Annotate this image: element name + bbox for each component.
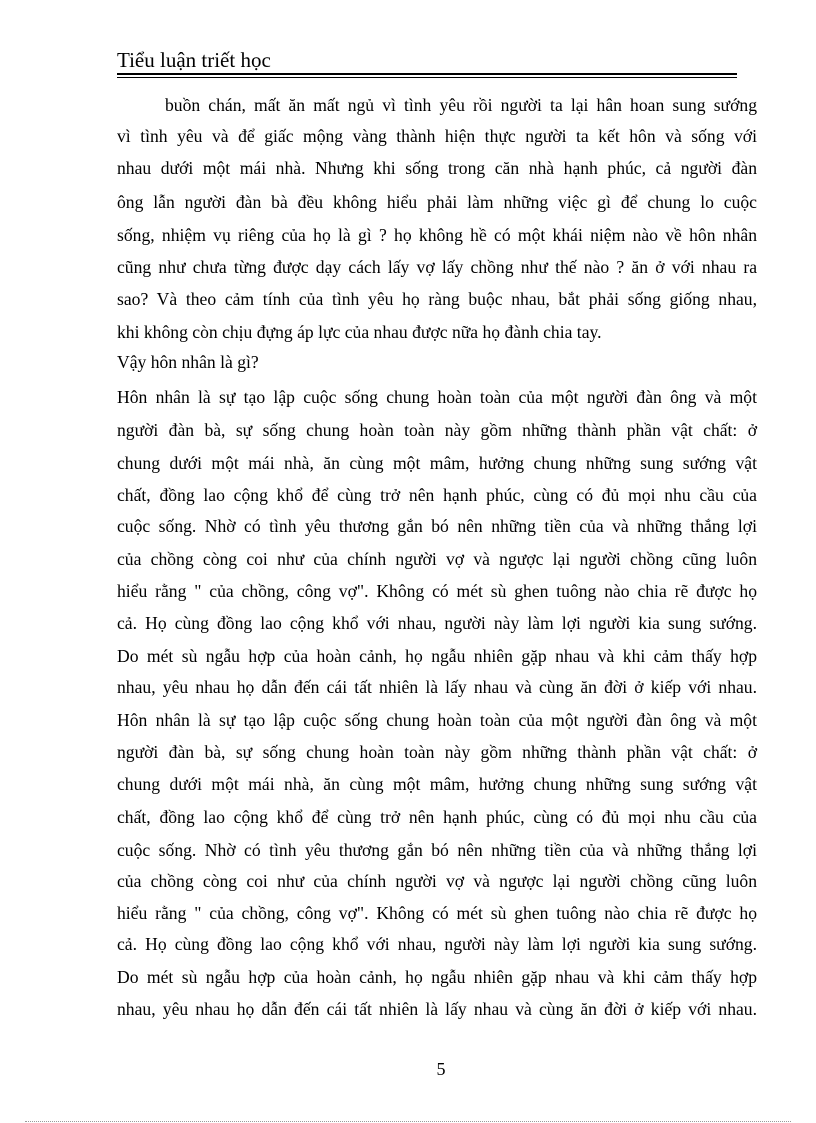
section-question: Vậy hôn nhân là gì?: [117, 352, 259, 372]
body-line: Hôn nhân là sự tạo lập cuộc sống chung hoàn toàn của một người đàn ông và một: [117, 710, 757, 730]
body-line: cuộc sống. Nhờ có tình yêu thương gắn bó nên những tiền của và những thắng lợi: [117, 516, 757, 536]
page-number: 5: [436, 1059, 446, 1079]
body-line: vì tình yêu và để giấc mộng vàng thành hiện thực người ta kết hôn và sống với: [117, 126, 757, 146]
body-line: cả. Họ cùng đồng lao cộng khổ với nhau, người này làm lợi người kia sung sướng.: [117, 613, 757, 633]
page-bottom-divider: [25, 1121, 791, 1122]
body-line: Do mét sù ngẫu hợp của hoàn cảnh, họ ngẫu nhiên gặp nhau và khi cảm thấy hợp: [117, 967, 757, 987]
body-line: sống, nhiệm vụ riêng của họ là gì ? họ không hề có một khái niệm nào về hôn nhân: [117, 225, 757, 245]
body-line: sao? Và theo cảm tính của tình yêu họ ràng buộc nhau, bắt phải sống giống nhau,: [117, 289, 757, 309]
body-line: chung dưới một mái nhà, ăn cùng một mâm, hưởng chung những sung sướng vật: [117, 453, 757, 473]
body-line: hiểu rằng " của chồng, công vợ". Không có mét sù ghen tuông nào chia rẽ được họ: [117, 903, 757, 923]
body-line: ông lẫn người đàn bà đều không hiểu phải làm những việc gì để chung lo cuộc: [117, 192, 757, 212]
body-line: người đàn bà, sự sống chung hoàn toàn này gồm những thành phần vật chất: ở: [117, 742, 757, 762]
body-line: chung dưới một mái nhà, ăn cùng một mâm, hưởng chung những sung sướng vật: [117, 774, 757, 794]
body-line: chất, đồng lao cộng khổ để cùng trở nên hạnh phúc, cùng có đủ mọi nhu cầu của: [117, 485, 757, 505]
body-line: của chồng còng coi như của chính người vợ và ngược lại người chồng cũng luôn: [117, 549, 757, 569]
body-line: chất, đồng lao cộng khổ để cùng trở nên hạnh phúc, cùng có đủ mọi nhu cầu của: [117, 807, 757, 827]
body-line: buồn chán, mất ăn mất ngủ vì tình yêu rồi người ta lại hân hoan sung sướng: [165, 95, 757, 115]
body-line: khi không còn chịu đựng áp lực của nhau được nữa họ đành chia tay.: [117, 322, 602, 342]
body-line: cả. Họ cùng đồng lao cộng khổ với nhau, người này làm lợi người kia sung sướng.: [117, 934, 757, 954]
header-title: Tiểu luận triết học: [117, 48, 271, 72]
body-line: của chồng còng coi như của chính người vợ và ngược lại người chồng cũng luôn: [117, 871, 757, 891]
body-line: hiểu rằng " của chồng, công vợ". Không có mét sù ghen tuông nào chia rẽ được họ: [117, 581, 757, 601]
body-line: cuộc sống. Nhờ có tình yêu thương gắn bó nên những tiền của và những thắng lợi: [117, 840, 757, 860]
body-line: nhau, yêu nhau họ dẫn đến cái tất nhiên là lấy nhau và cùng ăn đời ở kiếp với nhau.: [117, 677, 757, 697]
body-line: nhau dưới một mái nhà. Nhưng khi sống trong căn nhà hạnh phúc, cả người đàn: [117, 158, 757, 178]
body-line: người đàn bà, sự sống chung hoàn toàn này gồm những thành phần vật chất: ở: [117, 420, 757, 440]
body-line: Do mét sù ngẫu hợp của hoàn cảnh, họ ngẫu nhiên gặp nhau và khi cảm thấy hợp: [117, 646, 757, 666]
body-line: Hôn nhân là sự tạo lập cuộc sống chung hoàn toàn của một người đàn ông và một: [117, 387, 757, 407]
header-divider: [117, 73, 737, 78]
body-line: nhau, yêu nhau họ dẫn đến cái tất nhiên là lấy nhau và cùng ăn đời ở kiếp với nhau.: [117, 999, 757, 1019]
body-line: cũng như chưa từng được dạy cách lấy vợ lấy chồng như thế nào ? ăn ở với nhau ra: [117, 257, 757, 277]
